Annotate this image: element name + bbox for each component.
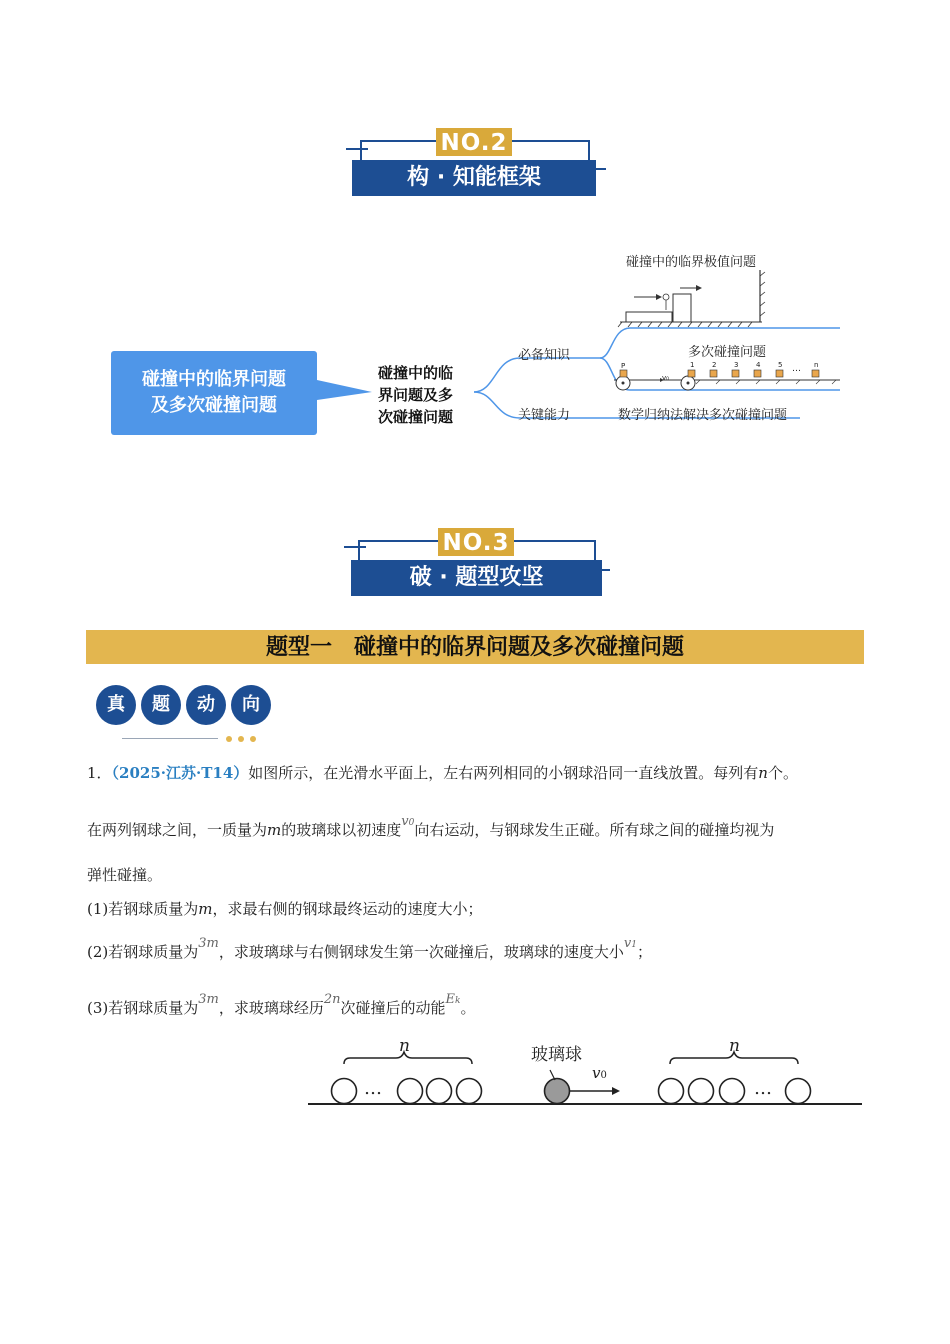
left-ball: [398, 1079, 423, 1104]
sub-question-1: [87, 898, 483, 920]
right-ball: [786, 1079, 811, 1104]
leaf-critical: 碰撞中的临界极值问题: [626, 255, 757, 270]
text-segment: ，求最右侧的钢球最终运动的速度大小；: [212, 900, 483, 918]
var-v: v: [623, 936, 632, 951]
var-v0: [401, 814, 414, 829]
sub-question-3: [87, 992, 476, 1022]
subscript: 1: [631, 940, 637, 950]
velocity-subscript: 0: [600, 1070, 607, 1081]
leaf-ability: 数学归纳法解决多次碰撞问题: [618, 408, 788, 423]
text-segment: 的玻璃球以初速度: [281, 821, 402, 839]
text-segment: 向右运动，与钢球发生正碰。所有球之间的碰撞均视为: [414, 821, 775, 839]
topic-line-1: 碰撞中的临界问题: [142, 369, 286, 390]
text-segment: 次碰撞后的动能: [340, 999, 446, 1017]
balls-figure: [300, 1030, 870, 1120]
badge-dot-3: [250, 736, 256, 742]
badge-dong: 动: [186, 685, 226, 725]
subscript: k: [455, 996, 461, 1006]
section3-tag: NO.3: [438, 528, 514, 556]
badge-dot-2: [238, 736, 244, 742]
sub-question-2: [87, 936, 652, 966]
subscript: 0: [408, 818, 415, 828]
question-number: 1．: [87, 764, 112, 782]
badge-xiang: 向: [231, 685, 271, 725]
text-segment: (2)若钢球质量为: [87, 943, 199, 961]
velocity-arrow-head: [612, 1087, 620, 1095]
var-m: m: [198, 900, 213, 918]
diagram-label-n: n: [814, 361, 819, 369]
figure-right-dots: …: [754, 1078, 772, 1099]
badge-ti: 题: [141, 685, 181, 725]
center-line-2: 界问题及多: [378, 386, 454, 404]
mindmap-connectors: [0, 230, 950, 440]
figure-velocity: [592, 1064, 607, 1082]
left-ball: [427, 1079, 452, 1104]
question-line-3: [87, 864, 162, 886]
diagram-label-1: 1: [690, 361, 695, 369]
left-ball: [457, 1079, 482, 1104]
section-tag: NO.2: [436, 128, 512, 156]
var-v1: [624, 936, 637, 951]
text-segment: 弹性碰撞。: [87, 866, 163, 884]
diagram-label-3: 3: [734, 361, 739, 369]
section-title: 构 · 知能框架: [352, 160, 596, 196]
var-ek: [446, 992, 461, 1007]
right-ball: [659, 1079, 684, 1104]
figure-glass-label: 玻璃球: [531, 1045, 582, 1065]
header-line-vert-right: [588, 140, 590, 160]
diagram-label-4: 4: [756, 361, 761, 369]
leaf-multi: 多次碰撞问题: [688, 345, 767, 360]
mindmap-center: [378, 362, 474, 428]
text-segment: 。: [460, 999, 476, 1017]
section3-title: 破 · 题型攻坚: [351, 560, 602, 596]
diagram-label-dots: …: [792, 364, 801, 374]
question-type-bar: 题型一 碰撞中的临界问题及多次碰撞问题: [86, 630, 864, 664]
topic-line-2: 及多次碰撞问题: [151, 395, 277, 416]
var-3m: 3m: [198, 936, 219, 951]
text-segment: 在两列钢球之间，一质量为: [87, 821, 268, 839]
var-2n: 2n: [323, 992, 341, 1007]
figure-right-n: n: [729, 1036, 740, 1056]
var-m: m: [267, 821, 282, 839]
var-v: v: [401, 814, 409, 829]
header-line-vert: [360, 140, 362, 160]
text-segment: (1)若钢球质量为: [87, 900, 199, 918]
header3-line-vert: [358, 540, 360, 560]
diagram-label-p: P: [621, 362, 626, 370]
left-ball: [332, 1079, 357, 1104]
right-ball: [720, 1079, 745, 1104]
question-line-1: [87, 762, 798, 784]
question-line-2: [87, 814, 775, 844]
center-line-3: 次碰撞问题: [378, 408, 454, 426]
badge-dot-1: [226, 736, 232, 742]
branch-ability: 关键能力: [518, 408, 571, 423]
figure-left-dots: …: [364, 1078, 382, 1099]
text-segment: (3)若钢球质量为: [87, 999, 199, 1017]
var-e: E: [445, 992, 456, 1007]
header3-line-left: [344, 546, 366, 548]
header3-line-vert-right: [594, 540, 596, 560]
diagram-label-5: 5: [778, 361, 783, 369]
var-n: n: [758, 764, 768, 782]
text-segment: 个。: [767, 764, 798, 782]
figure-left-n: n: [399, 1036, 410, 1056]
text-segment: 如图所示，在光滑水平面上，左右两列相同的小钢球沿同一直线放置。每列有: [248, 764, 759, 782]
text-segment: ；: [636, 943, 652, 961]
badge-underline: [122, 738, 218, 739]
diagram-label-2: 2: [712, 361, 717, 369]
right-ball: [689, 1079, 714, 1104]
text-segment: ，求玻璃球经历: [218, 999, 324, 1017]
center-line-1: 碰撞中的临: [378, 364, 454, 382]
var-3m: 3m: [198, 992, 219, 1007]
header-line-left: [346, 148, 368, 150]
velocity-symbol: v: [592, 1064, 601, 1082]
question-source: （2025·江苏·T14）: [111, 764, 249, 782]
text-segment: ，求玻璃球与右侧钢球发生第一次碰撞后，玻璃球的速度大小: [218, 943, 624, 961]
badge-zhen: 真: [96, 685, 136, 725]
branch-knowledge: 必备知识: [518, 348, 571, 363]
diagram-label-v0: v₀: [662, 374, 669, 382]
glass-ball: [545, 1079, 570, 1104]
